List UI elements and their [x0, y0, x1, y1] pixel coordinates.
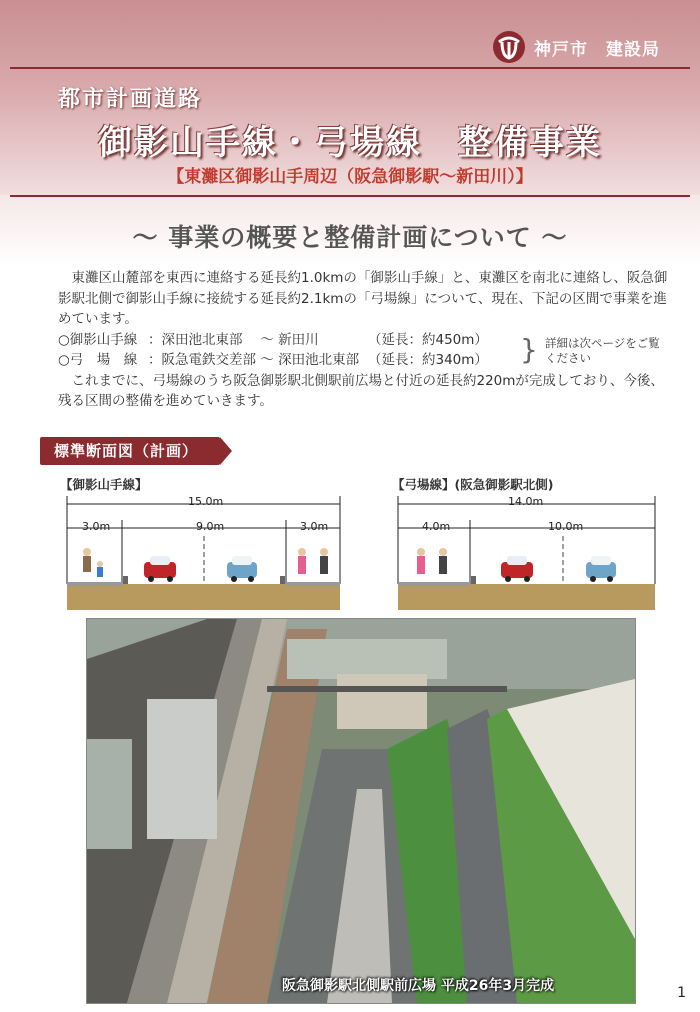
left-sidewalk-width: 3.0m	[82, 520, 111, 533]
cross-section-right-label: 【弓場線】(阪急御影駅北側)	[392, 477, 554, 492]
route-name: ○御影山手線	[58, 331, 138, 348]
right-sidewalk-width: 4.0m	[422, 520, 451, 533]
route-name: ○弓 場 線	[58, 352, 138, 368]
page-subtitle: 【東灘区御影山手周辺（阪急御影駅〜新田川）】	[167, 167, 533, 187]
route-range: ：深田池北東部 〜 新田川	[148, 331, 319, 348]
left-total-width: 15.0m	[188, 495, 224, 508]
car-blue-icon	[586, 556, 616, 582]
intro-paragraph: 東灘区山麓部を東西に連絡する延長約1.0kmの「御影山手線」と、東灘区を南北に連絡し、阪急御影駅北側で御影山手線に接続する延長約2.1kmの「弓場線」について、現在、下記の区間で事業を進めています。	[58, 270, 668, 327]
closing-paragraph: これまでに、弓場線のうち阪急御影駅北側駅前広場と付近の延長約220mが完成しており、今後、残る区間の整備を進めていきます。	[58, 372, 664, 409]
organization	[492, 30, 660, 64]
left-road-diagram	[62, 492, 347, 612]
page-number: 1	[677, 985, 686, 1001]
page-title: 御影山手線・弓場線 整備事業	[98, 123, 602, 163]
header-bottom-rule	[10, 195, 690, 197]
aerial-photo	[86, 618, 636, 1004]
car-red-icon	[144, 556, 176, 582]
kobe-city-emblem-icon	[492, 30, 526, 64]
brace: }	[520, 333, 538, 366]
right-total-width: 14.0m	[508, 495, 544, 508]
detail-note: 詳細は次ページをご覧ください	[545, 336, 660, 365]
cross-section-left-label: 【御影山手線】	[60, 477, 148, 492]
car-blue-icon	[227, 556, 257, 582]
route-length: （延長：約340m）	[368, 352, 488, 368]
aerial-photo-illustration	[87, 619, 635, 1003]
car-red-icon	[501, 556, 533, 582]
left-roadway-width: 9.0m	[196, 520, 225, 533]
left-sidewalk2-width: 3.0m	[300, 520, 329, 533]
top-rule	[10, 67, 690, 69]
right-roadway-width: 10.0m	[548, 520, 584, 533]
pedestrians-icon	[83, 548, 328, 577]
photo-caption: 阪急御影駅北側駅前広場 平成26年3月完成	[282, 978, 555, 994]
right-road-diagram	[393, 492, 663, 612]
org-name: 神戸市 建設局	[534, 39, 660, 60]
pedestrians-icon	[417, 548, 447, 574]
section-title: 〜 事業の概要と整備計画について 〜	[132, 223, 568, 252]
kicker: 都市計画道路	[58, 87, 203, 112]
cross-section-tag: 標準断面図（計画）	[40, 437, 220, 465]
route-length: （延長：約450m）	[368, 331, 488, 348]
route-range: ：阪急電鉄交差部 〜 深田池北東部	[148, 352, 360, 368]
